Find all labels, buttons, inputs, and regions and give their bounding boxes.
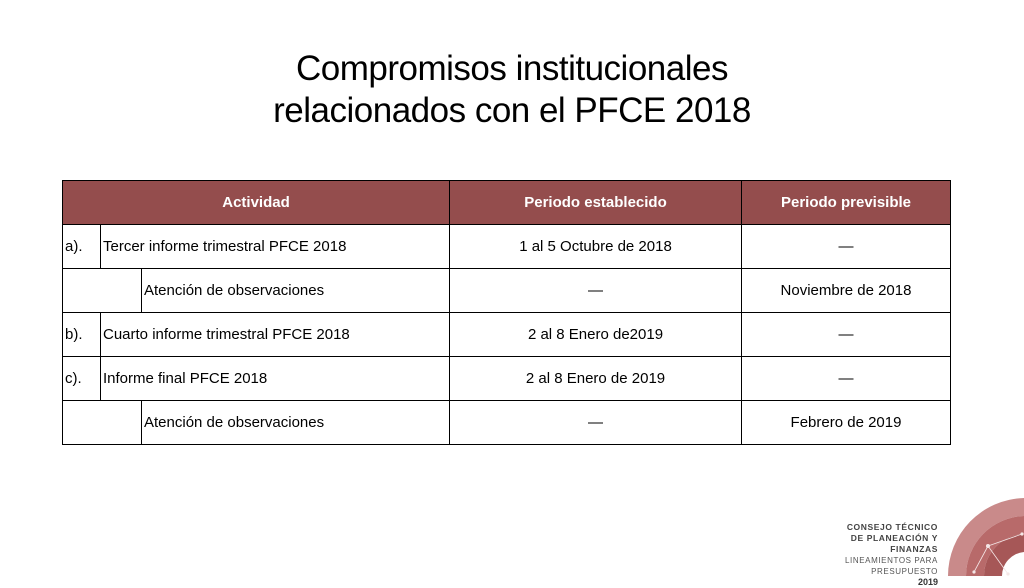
table-header-row <box>63 181 951 225</box>
table-row <box>63 401 951 445</box>
row-label <box>63 401 142 445</box>
header-periodo-previsible: Periodo previsible <box>742 181 951 225</box>
consejo-tecnico-logo <box>808 494 1024 587</box>
slide-title <box>0 48 1024 132</box>
logo-line-4: 2019 <box>917 577 938 587</box>
table-row <box>63 225 951 269</box>
row-expected: — <box>742 313 951 357</box>
commitments-table <box>62 180 951 445</box>
row-label: a). <box>63 225 101 269</box>
logo-line-3: LINEAMIENTOS PARA PRESUPUESTO <box>844 556 938 576</box>
header-actividad: Actividad <box>63 181 450 225</box>
row-established: 2 al 8 Enero de2019 <box>450 313 742 357</box>
row-activity: Tercer informe trimestral PFCE 2018 <box>101 225 450 269</box>
logo-line-1: CONSEJO TÉCNICO <box>846 522 938 532</box>
row-activity: Cuarto informe trimestral PFCE 2018 <box>101 313 450 357</box>
row-label: b). <box>63 313 101 357</box>
header-periodo-establecido: Periodo establecido <box>450 181 742 225</box>
row-established: — <box>450 401 742 445</box>
row-expected: — <box>742 357 951 401</box>
slide-title-line-1: Compromisos institucionales <box>296 49 728 88</box>
row-label <box>63 269 142 313</box>
row-activity: Informe final PFCE 2018 <box>101 357 450 401</box>
row-expected: — <box>742 225 951 269</box>
table-row <box>63 269 951 313</box>
row-activity: Atención de observaciones <box>142 401 450 445</box>
row-label: c). <box>63 357 101 401</box>
logo-mark-icon <box>944 494 1024 576</box>
row-expected: Febrero de 2019 <box>742 401 951 445</box>
logo-text <box>808 522 938 588</box>
row-activity: Atención de observaciones <box>142 269 450 313</box>
row-established: 1 al 5 Octubre de 2018 <box>450 225 742 269</box>
row-established: — <box>450 269 742 313</box>
slide-title-line-2: relacionados con el PFCE 2018 <box>273 91 751 130</box>
table-row <box>63 357 951 401</box>
row-expected: Noviembre de 2018 <box>742 269 951 313</box>
logo-line-2: DE PLANEACIÓN Y FINANZAS <box>850 533 938 554</box>
table-row <box>63 313 951 357</box>
row-established: 2 al 8 Enero de 2019 <box>450 357 742 401</box>
